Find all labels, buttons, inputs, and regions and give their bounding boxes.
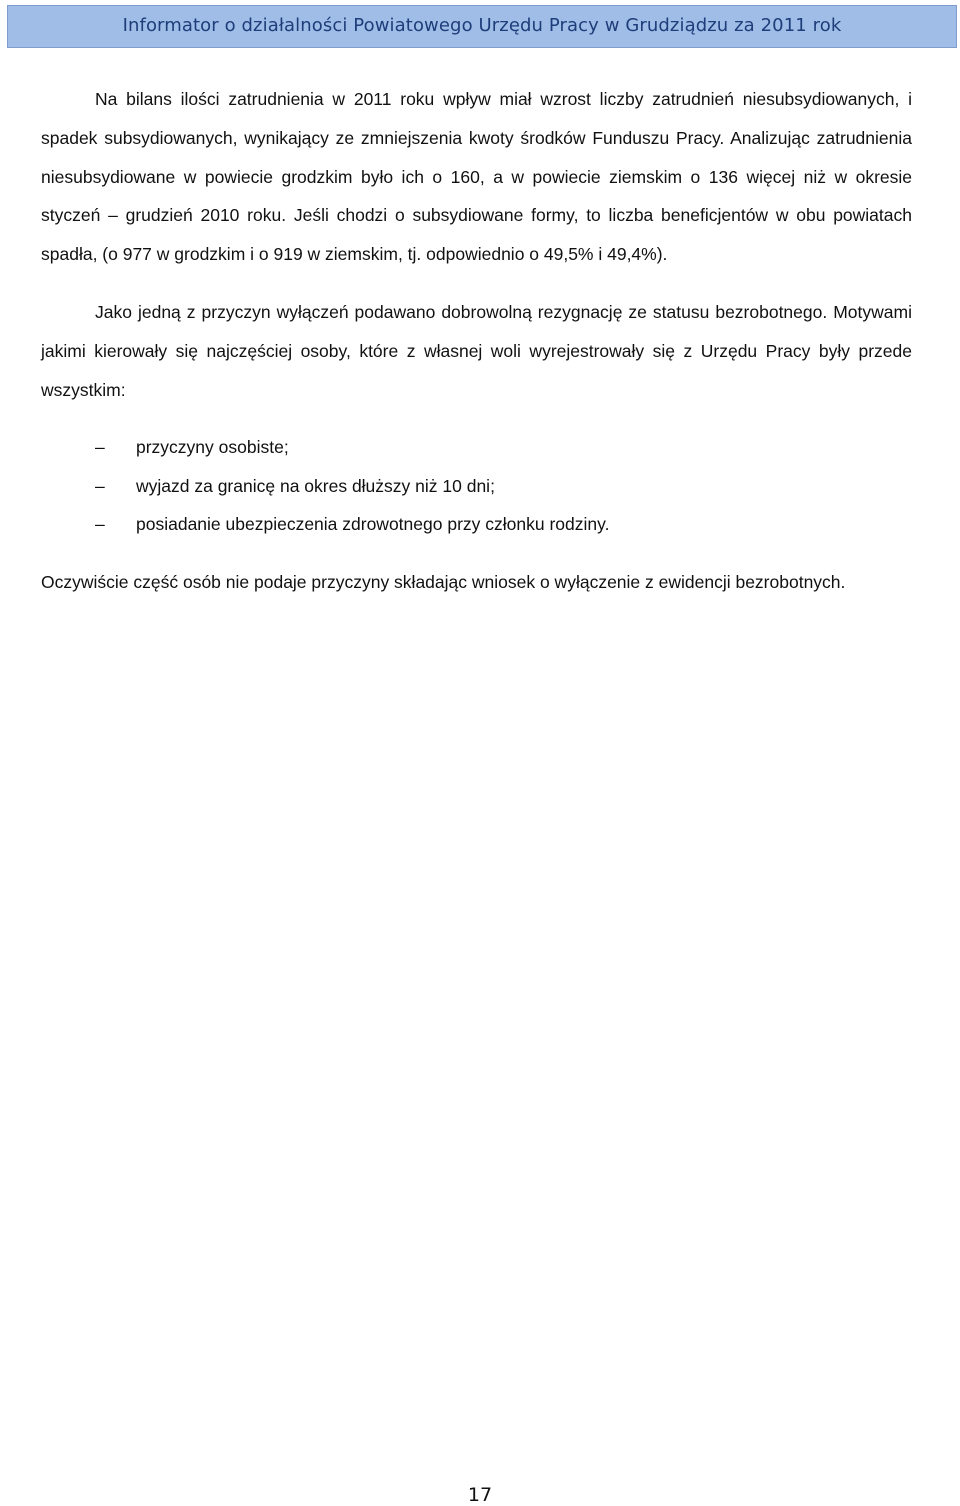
reasons-list [41, 428, 912, 544]
page-number: 17 [467, 1484, 493, 1506]
document-body [41, 80, 912, 602]
header-title: Informator o działalności Powiatowego Urzędu Pracy w Grudziądzu za 2011 rok [122, 15, 842, 36]
dash-bullet-icon: – [95, 437, 105, 458]
paragraph-employment-balance: Na bilans ilości zatrudnienia w 2011 roku wpływ miał wzrost liczby zatrudnień niesubsydiowanych, i spadek subsydiowanych, wynikający ze zmniejszenia kwoty środków Funduszu Pracy. Analizując zatrudnienia niesubsydiowane w powiecie grodzkim było ich o 160, a w powiecie ziemskim o 136 więcej niż w okresie styczeń – grudzień 2010 roku. Jeśli chodzi o subsydiowane formy, to liczba beneficjentów w obu powiatach spadła, (o 977 w grodzkim i o 919 w ziemskim, tj. odpowiednio o 49,5% i 49,4%). [41, 89, 912, 265]
page-header [7, 5, 957, 48]
paragraph-exclusion-reasons: Jako jedną z przyczyn wyłączeń podawano dobrowolną rezygnację ze statusu bezrobotnego. Motywami jakimi kierowały się najczęściej osoby, które z własnej woli wyrejestrowały się z Urzędu Pracy były przede wszystkim: [41, 301, 912, 400]
paragraph-no-reason: Oczywiście część osób nie podaje przyczyny składając wniosek o wyłączenie z ewidencji bezrobotnych. [41, 571, 846, 592]
list-item-text: posiadanie ubezpieczenia zdrowotnego przy członku rodziny. [136, 514, 610, 535]
dash-bullet-icon: – [95, 475, 105, 496]
list-item [41, 467, 912, 506]
list-item-text: wyjazd za granicę na okres dłuższy niż 10 dni; [136, 475, 495, 496]
list-item [41, 428, 912, 467]
list-item-text: przyczyny osobiste; [136, 437, 289, 458]
list-item [41, 505, 912, 544]
dash-bullet-icon: – [95, 514, 105, 535]
